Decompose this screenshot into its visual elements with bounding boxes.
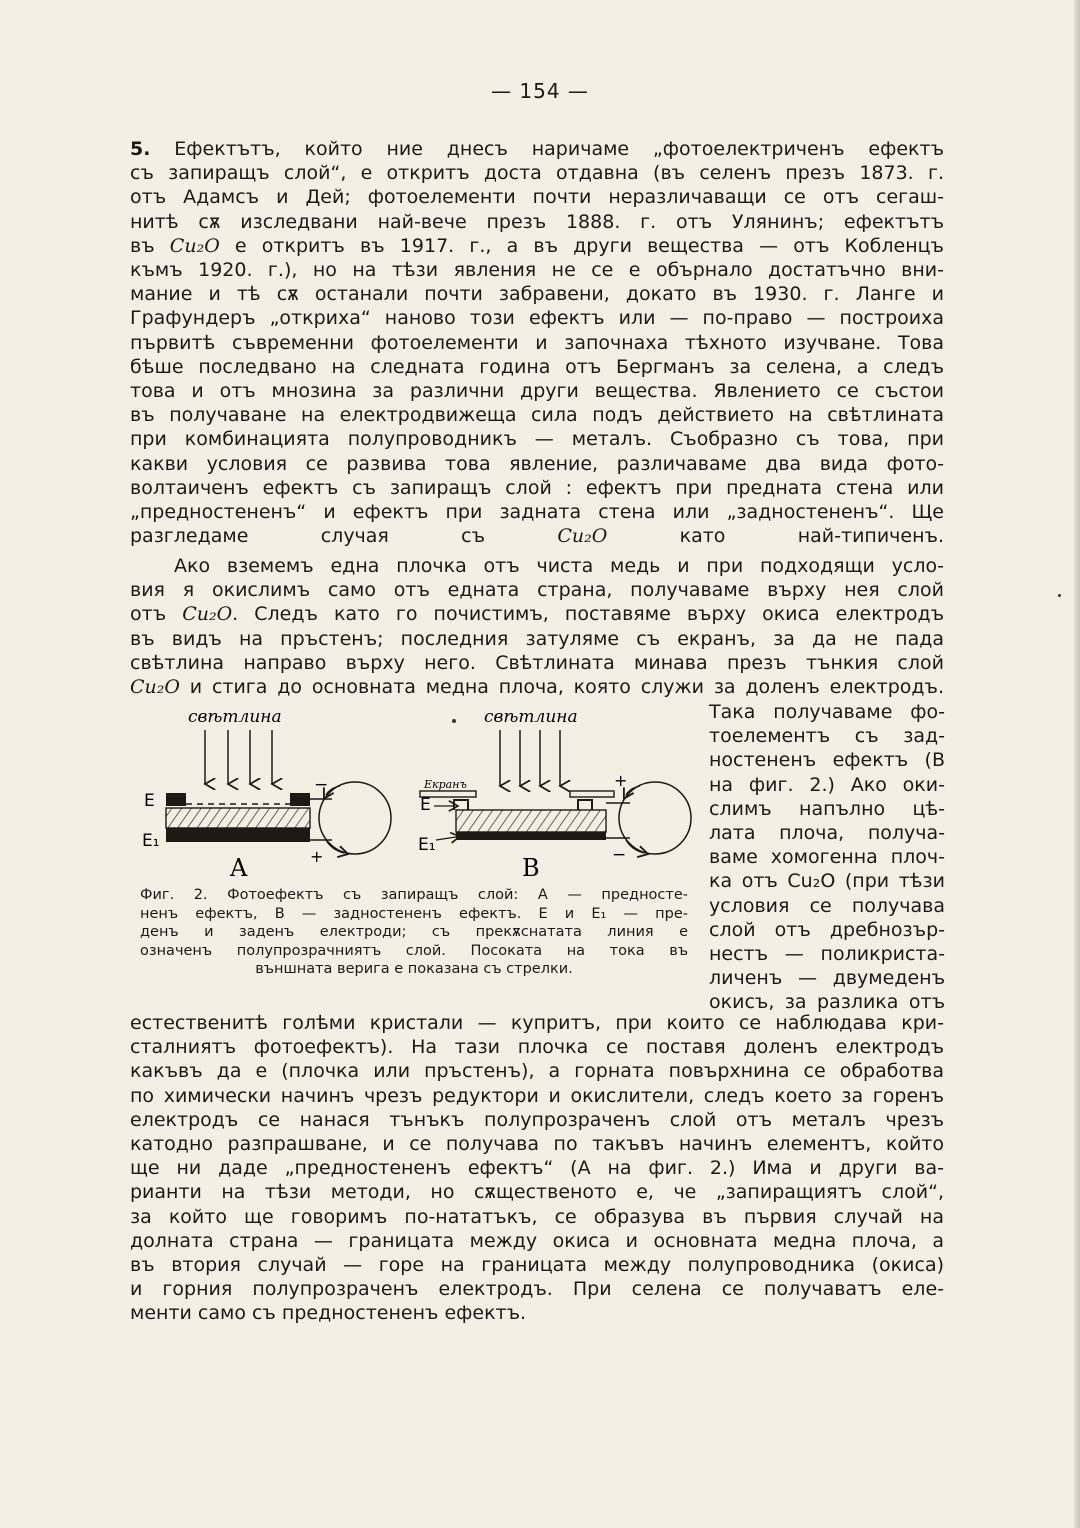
side-text-line: лата плоча, получа- bbox=[709, 822, 945, 845]
label-minus: − bbox=[314, 775, 329, 795]
text-line bbox=[130, 403, 944, 427]
text-line bbox=[130, 476, 944, 500]
text-line bbox=[130, 578, 944, 602]
text-line: ще ни даде „предностененъ ефектъ“ (A на фиг. 2.) Има и други ва- bbox=[130, 1157, 944, 1180]
figure-2 bbox=[130, 700, 700, 885]
text-line bbox=[130, 355, 944, 379]
text-line: естественитѣ голѣми кристали — купритъ, при които се наблюдава кри- bbox=[130, 1012, 944, 1034]
label-e1: E₁ bbox=[418, 835, 436, 855]
copper-plate bbox=[166, 828, 310, 842]
side-text-line: на фиг. 2.) Ако оки- bbox=[709, 773, 945, 796]
side-text-line: окисъ, за разлика отъ bbox=[709, 991, 945, 1014]
text-line bbox=[130, 554, 944, 578]
text-line bbox=[130, 500, 944, 524]
chemical-formula: Cu₂O bbox=[169, 234, 220, 257]
text-segment: въ bbox=[130, 234, 170, 257]
text-line: какъвъ да е (плочка или пръстенъ), а горната повърхнина се обработва bbox=[130, 1060, 944, 1083]
caption-line: денъ и заденъ електроди; съ прекѫснатата линия е bbox=[140, 924, 688, 940]
text-line: за който ще говоримъ по-нататъкъ, се образува въ първия случай на bbox=[130, 1205, 944, 1228]
chemical-formula: Cu₂O bbox=[182, 603, 233, 626]
text-line: катодно разпрашване, и се получава по такъвъ начинъ елементъ, който bbox=[130, 1133, 944, 1156]
label-e1: E₁ bbox=[142, 831, 160, 851]
side-text-line: нестъ — поликриста- bbox=[709, 943, 945, 966]
oxide-layer bbox=[166, 808, 310, 828]
text-segment: при комбинацията полупроводникъ — металъ. Съобразно съ това, при bbox=[130, 428, 944, 451]
text-line bbox=[130, 306, 944, 330]
text-segment: като най-типиченъ. bbox=[607, 525, 944, 548]
text-segment: е откритъ въ 1917. г., а въ други вещества — отъ Кобленцъ bbox=[219, 234, 944, 257]
text-segment: въ получаване на електродвижеща сила подъ действието на свѣтлината bbox=[130, 404, 944, 427]
diagram-b bbox=[418, 707, 691, 882]
paragraph-2 bbox=[130, 554, 944, 699]
text-line: и горния полупрозраченъ електродъ. При селена се получаватъ еле- bbox=[130, 1278, 944, 1301]
text-segment: въ видъ на пръстенъ; последния затуляме съ екранъ, за да не пада bbox=[130, 627, 944, 650]
page-edge-shadow bbox=[1074, 0, 1080, 1528]
text-line bbox=[130, 452, 944, 476]
text-line bbox=[130, 379, 944, 403]
label-plus: + bbox=[310, 847, 324, 866]
side-text-line: слой отъ дребнозър- bbox=[709, 918, 945, 941]
caption-line: Фиг. 2. Фотоефектъ съ запиращъ слой: A — предносте- bbox=[140, 887, 688, 903]
caption-line: външната верига е показана съ стрелки. bbox=[255, 961, 573, 977]
text-segment: съ запиращъ слой“, е откритъ доста отдавна (въ селенъ презъ 1873. г. bbox=[130, 162, 944, 185]
side-text-line: тоелементъ съ зад- bbox=[709, 725, 945, 748]
label-plus: + bbox=[614, 771, 628, 790]
text-line bbox=[130, 651, 944, 675]
side-text-line: слимъ напълно цѣ- bbox=[709, 797, 945, 820]
copper-plate bbox=[456, 832, 606, 840]
side-text-line: ваме хомогенна плоч- bbox=[709, 846, 945, 869]
label-minus: − bbox=[612, 845, 627, 865]
text-line bbox=[130, 282, 944, 306]
text-line bbox=[130, 137, 944, 161]
label-a: A bbox=[230, 854, 248, 882]
external-circuit bbox=[319, 782, 391, 854]
section-number: 5. bbox=[130, 138, 151, 160]
text-segment: волтаиченъ ефектъ съ запиращъ слой : ефектъ при предната стена или bbox=[130, 476, 944, 499]
text-segment: . Следъ като го почистимъ, поставяме върху окиса електродъ bbox=[232, 603, 944, 626]
external-circuit bbox=[619, 782, 691, 854]
text-segment: къмъ 1920. г.), но на тѣзи явления не се е обърнало достатъчно вни- bbox=[130, 259, 944, 282]
caption-line: означенъ полупрозрачниятъ слой. Посоката на тока въ bbox=[140, 942, 688, 959]
side-text-line: ностененъ ефектъ (B bbox=[709, 749, 945, 772]
figure-caption bbox=[140, 886, 688, 979]
side-text-line: условия се получава bbox=[709, 894, 945, 917]
paragraph-1 bbox=[130, 137, 944, 548]
text-segment: Ако вземемъ една плочка отъ чиста медь и при подходящи усло- bbox=[174, 555, 944, 577]
side-text-line: ка отъ Cu₂O (при тѣзи bbox=[709, 870, 945, 893]
text-line bbox=[130, 427, 944, 451]
text-segment: първитѣ съвременни фотоелементи и започнаха тѣхното изучване. Това bbox=[130, 331, 944, 354]
paragraph-3 bbox=[130, 1011, 944, 1326]
side-text-line: личенъ — двумеденъ bbox=[709, 967, 945, 990]
text-line bbox=[130, 161, 944, 185]
text-segment: какви условия се развива това явление, различаваме два вида фото- bbox=[130, 452, 944, 475]
side-column-text bbox=[709, 700, 945, 1015]
side-text-line: Така получаваме фо- bbox=[709, 701, 945, 723]
electrode-top-right bbox=[290, 793, 310, 806]
light-label-a: свѣтлина bbox=[188, 707, 282, 727]
text-line bbox=[130, 210, 944, 234]
screen-right bbox=[570, 791, 614, 797]
text-segment: отъ bbox=[130, 603, 183, 626]
text-line: въ втория случай — горе на границата между полупроводника (окиса) bbox=[130, 1254, 944, 1277]
text-segment: и стига до основната медна плоча, която служи за доленъ електродъ. bbox=[179, 676, 944, 699]
print-speck bbox=[452, 719, 456, 723]
label-e: E bbox=[144, 791, 155, 811]
text-line: долната страна — границата между окиса и основната медна плоча, а bbox=[130, 1229, 944, 1252]
text-segment: това и отъ мнозина за различни други вещества. Явлението се състои bbox=[130, 380, 944, 403]
text-line: електродъ се нанася тънъкъ полупрозраченъ слой отъ металъ чрезъ bbox=[130, 1108, 944, 1131]
text-segment: „предностененъ“ и ефектъ при задната стена или „задностененъ“. Ще bbox=[130, 501, 944, 524]
text-line: по химически начинъ чрезъ редуктори и окислители, следъ което за горенъ bbox=[130, 1084, 944, 1107]
oxide-layer bbox=[456, 810, 606, 832]
text-segment: разгледаме случая съ bbox=[130, 525, 558, 548]
electrode-top-left bbox=[166, 793, 186, 806]
diagram-a bbox=[142, 707, 391, 882]
text-line bbox=[130, 234, 944, 258]
text-segment: бѣше последвано на следната година отъ Бергманъ за селена, а следъ bbox=[130, 355, 944, 378]
text-line bbox=[130, 627, 944, 651]
print-speck bbox=[1058, 594, 1061, 597]
label-b: B bbox=[522, 854, 540, 882]
chemical-formula: Cu₂O bbox=[130, 676, 180, 699]
text-line bbox=[130, 675, 944, 699]
text-segment: мание и тѣ сѫ останали почти забравени, докато въ 1930. г. Ланге и bbox=[130, 283, 944, 306]
text-segment: нитѣ сѫ изследвани най-вече презъ 1888. г. отъ Улянинъ; ефектътъ bbox=[130, 210, 944, 233]
text-line: сталниятъ фотоефектъ). На тази плочка се поставя доленъ електродъ bbox=[130, 1036, 944, 1059]
text-line: менти само съ предностененъ ефектъ. bbox=[130, 1302, 527, 1325]
text-line bbox=[130, 524, 944, 548]
text-line: рианти на тѣзи методи, но сѫщественото е, че „запиращиятъ слой“, bbox=[130, 1181, 944, 1204]
text-line bbox=[130, 602, 944, 626]
text-line bbox=[130, 185, 944, 209]
text-line bbox=[130, 258, 944, 282]
text-segment: Графундеръ „откриха“ наново този ефектъ или — по-право — построиха bbox=[130, 307, 944, 330]
page-number: — 154 — bbox=[491, 79, 589, 103]
caption-line: ненъ ефектъ, B — задностененъ ефектъ. E и E₁ — пре- bbox=[140, 905, 688, 922]
chemical-formula: Cu₂O bbox=[557, 525, 608, 548]
text-segment: свѣтлина направо върху него. Свѣтлината минава презъ тънкия слой bbox=[130, 651, 944, 674]
pointer-arrow bbox=[436, 837, 456, 840]
text-segment: вия я окислимъ само отъ едната страна, получаваме върху нея слой bbox=[130, 579, 944, 602]
text-segment: отъ Адамсъ и Дей; фотоелементи почти неразличаващи се отъ сегаш- bbox=[130, 186, 944, 209]
light-label-b: свѣтлина bbox=[484, 707, 578, 727]
text-segment: Ефектътъ, който ние днесъ наричаме „фотоелектриченъ ефектъ bbox=[150, 138, 944, 160]
text-line bbox=[130, 331, 944, 355]
label-e: E bbox=[420, 795, 431, 815]
label-screen: Екранъ bbox=[424, 778, 467, 791]
ring-electrode-left bbox=[454, 800, 468, 810]
ring-electrode-right bbox=[578, 800, 592, 810]
